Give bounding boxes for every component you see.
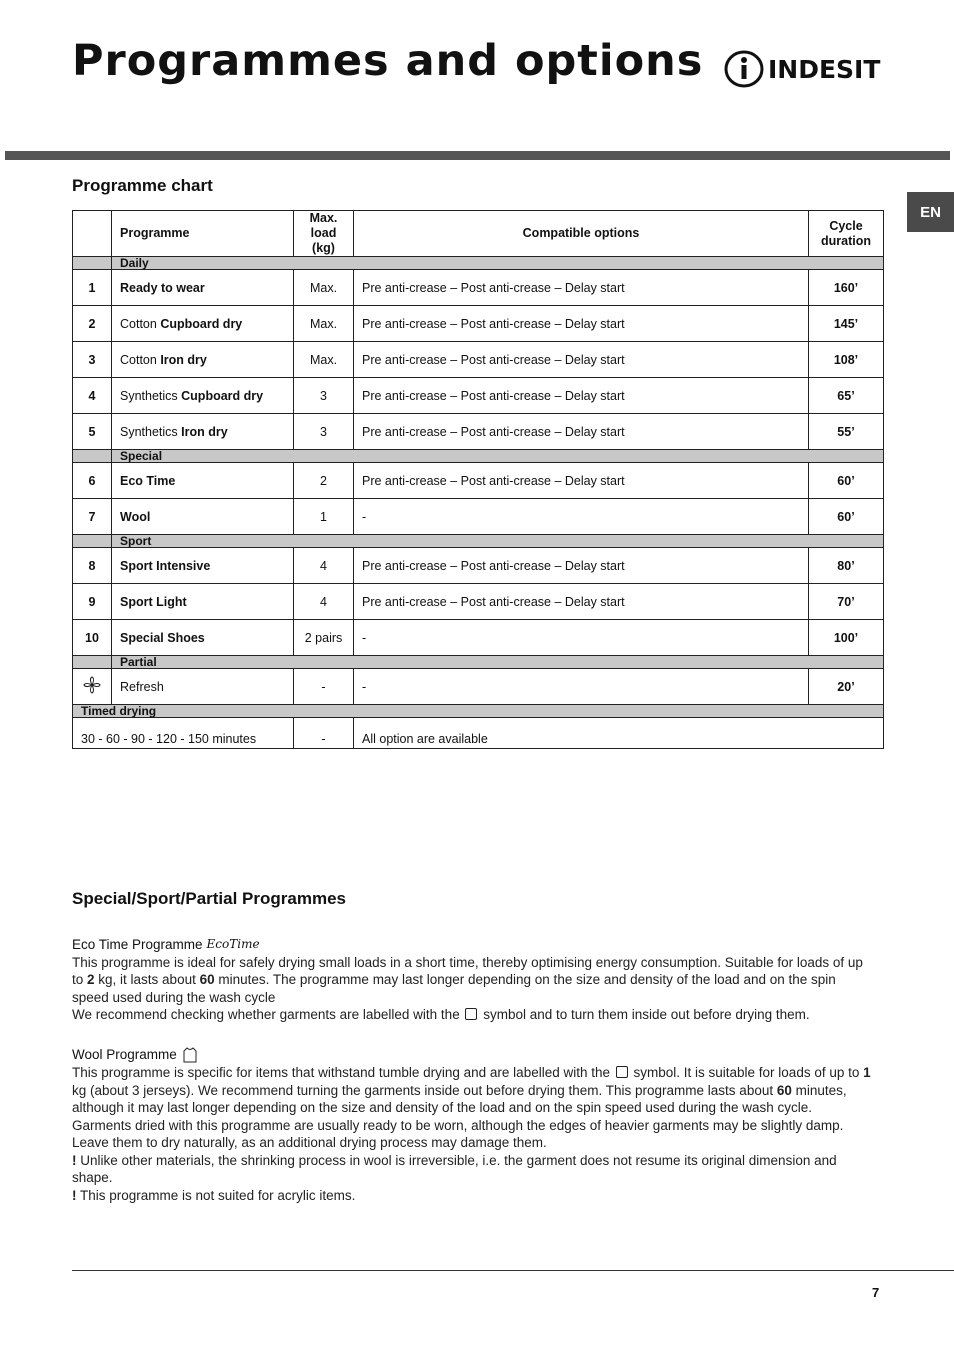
- programme-number: 8: [73, 548, 112, 584]
- header-options: Compatible options: [354, 211, 809, 257]
- compatible-options: Pre anti-crease – Post anti-crease – Delay start: [354, 306, 809, 342]
- tumble-dry-symbol-icon: [465, 1008, 477, 1020]
- table-row: [73, 584, 884, 620]
- fan-icon: [83, 676, 101, 694]
- compatible-options: Pre anti-crease – Post anti-crease – Delay start: [354, 342, 809, 378]
- brand-logo: [724, 50, 880, 88]
- programme-name: Cotton Cupboard dry: [112, 306, 294, 342]
- programme-name: Refresh: [112, 669, 294, 705]
- header-max-load: Max. load (kg): [294, 211, 354, 257]
- programme-icon-cell: [73, 669, 112, 705]
- programme-name: Special Shoes: [112, 620, 294, 656]
- programme-name: Ready to wear: [112, 270, 294, 306]
- category-row-sport: [73, 535, 884, 548]
- programme-chart-table: [72, 210, 884, 749]
- special-section-heading: Special/Sport/Partial Programmes: [72, 889, 346, 908]
- max-load: Max.: [294, 342, 354, 378]
- compatible-options: Pre anti-crease – Post anti-crease – Delay start: [354, 584, 809, 620]
- max-load: 2 pairs: [294, 620, 354, 656]
- programme-name: Sport Intensive: [112, 548, 294, 584]
- compatible-options: Pre anti-crease – Post anti-crease – Delay start: [354, 414, 809, 450]
- programme-name: Wool: [112, 499, 294, 535]
- cycle-duration: 108’: [809, 342, 884, 378]
- max-load: -: [294, 669, 354, 705]
- programme-name: Synthetics Iron dry: [112, 414, 294, 450]
- header-duration: Cycle duration: [809, 211, 884, 257]
- table-row: [73, 306, 884, 342]
- compatible-options: Pre anti-crease – Post anti-crease – Delay start: [354, 270, 809, 306]
- max-load: -: [294, 718, 354, 749]
- cycle-duration: 100’: [809, 620, 884, 656]
- wool-note-shrinking: ! Unlike other materials, the shrinking process in wool is irreversible, i.e. the garment does not resume its original dimension and shape.: [72, 1152, 837, 1185]
- category-label: Daily: [112, 257, 884, 270]
- programme-number: 1: [73, 270, 112, 306]
- header-programme: Programme: [112, 211, 294, 257]
- tumble-dry-symbol-icon: [616, 1066, 628, 1078]
- cycle-duration: 55’: [809, 414, 884, 450]
- header-num: [73, 211, 112, 257]
- brand-name: INDESIT: [768, 54, 881, 84]
- table-row: [73, 548, 884, 584]
- category-row-partial: [73, 656, 884, 669]
- programme-name: Eco Time: [112, 463, 294, 499]
- eco-time-paragraph: This programme is ideal for safely drying small loads in a short time, thereby optimising energy consumption. Suitable for loads of up to 2 kg, it lasts about 60 minutes. The programme may last longer depending on the size and density of the load and on the spin speed used during the wash cycle: [72, 954, 863, 1005]
- table-row: [73, 270, 884, 306]
- table-row: [73, 620, 884, 656]
- programme-number: 7: [73, 499, 112, 535]
- programme-name: Sport Light: [112, 584, 294, 620]
- compatible-options: -: [354, 669, 809, 705]
- max-load: 4: [294, 584, 354, 620]
- table-row-timed: [73, 718, 884, 749]
- max-load: 1: [294, 499, 354, 535]
- cycle-duration: 70’: [809, 584, 884, 620]
- cycle-duration: 80’: [809, 548, 884, 584]
- timed-duration-options: 30 - 60 - 90 - 120 - 150 minutes: [73, 718, 294, 749]
- page-title: Programmes and options: [72, 36, 704, 86]
- category-label: Sport: [112, 535, 884, 548]
- max-load: Max.: [294, 306, 354, 342]
- wool-paragraph: This programme is specific for items that withstand tumble drying and are labelled with the symbol. It is suitable for loads of up to 1 kg (about 3 jerseys). We recommend turning the garments inside out before drying them. This programme lasts about 60 minutes, although it may last longer depending on the size and density of the load and on the spin speed used during the wash cycle. Garments dried with this programme are usually ready to be worn, although the edges of heavier garments may be slightly damp. Leave them to dry naturally, as an additional drying process may damage them.: [72, 1065, 871, 1150]
- programme-chart-heading: Programme chart: [72, 176, 213, 195]
- table-header-row: [73, 211, 884, 257]
- programme-number: 3: [73, 342, 112, 378]
- table-row: [73, 414, 884, 450]
- cycle-duration: 145’: [809, 306, 884, 342]
- wool-jersey-icon: [181, 1046, 199, 1064]
- cycle-duration: 60’: [809, 463, 884, 499]
- category-row-daily: [73, 257, 884, 270]
- category-label: Special: [112, 450, 884, 463]
- programme-number: 5: [73, 414, 112, 450]
- max-load: 2: [294, 463, 354, 499]
- eco-time-recommendation: We recommend checking whether garments are labelled with the symbol and to turn them inside out before drying them.: [72, 1007, 810, 1022]
- header-rule: [5, 151, 950, 160]
- wool-title: Wool Programme: [72, 1046, 872, 1064]
- max-load: 4: [294, 548, 354, 584]
- footer-rule: [72, 1270, 954, 1271]
- compatible-options: -: [354, 620, 809, 656]
- table-row: [73, 378, 884, 414]
- cycle-duration: 65’: [809, 378, 884, 414]
- compatible-options: Pre anti-crease – Post anti-crease – Delay start: [354, 548, 809, 584]
- table-row: [73, 669, 884, 705]
- programme-number: 6: [73, 463, 112, 499]
- category-row-special: [73, 450, 884, 463]
- eco-time-section: [72, 936, 872, 1024]
- eco-time-title: Eco Time Programme EcoTime: [72, 937, 260, 952]
- page-number: 7: [872, 1285, 880, 1300]
- programme-number: 9: [73, 584, 112, 620]
- max-load: Max.: [294, 270, 354, 306]
- category-row-timed: [73, 705, 884, 718]
- table-row: [73, 342, 884, 378]
- compatible-options: All option are available: [354, 718, 884, 749]
- category-label: Timed drying: [73, 705, 884, 718]
- category-label: Partial: [112, 656, 884, 669]
- compatible-options: Pre anti-crease – Post anti-crease – Delay start: [354, 463, 809, 499]
- programme-number: 10: [73, 620, 112, 656]
- table-row: [73, 499, 884, 535]
- cycle-duration: 160’: [809, 270, 884, 306]
- table-row: [73, 463, 884, 499]
- programme-number: 4: [73, 378, 112, 414]
- programme-number: 2: [73, 306, 112, 342]
- language-tab: EN: [907, 192, 954, 232]
- programme-name: Synthetics Cupboard dry: [112, 378, 294, 414]
- cycle-duration: 60’: [809, 499, 884, 535]
- eco-time-logo-icon: EcoTime: [206, 937, 260, 951]
- compatible-options: -: [354, 499, 809, 535]
- compatible-options: Pre anti-crease – Post anti-crease – Delay start: [354, 378, 809, 414]
- max-load: 3: [294, 378, 354, 414]
- cycle-duration: 20’: [809, 669, 884, 705]
- programme-name: Cotton Iron dry: [112, 342, 294, 378]
- wool-section: [72, 1046, 872, 1204]
- max-load: 3: [294, 414, 354, 450]
- wool-note-acrylic: ! This programme is not suited for acrylic items.: [72, 1187, 356, 1203]
- indesit-logo-icon: [724, 50, 764, 88]
